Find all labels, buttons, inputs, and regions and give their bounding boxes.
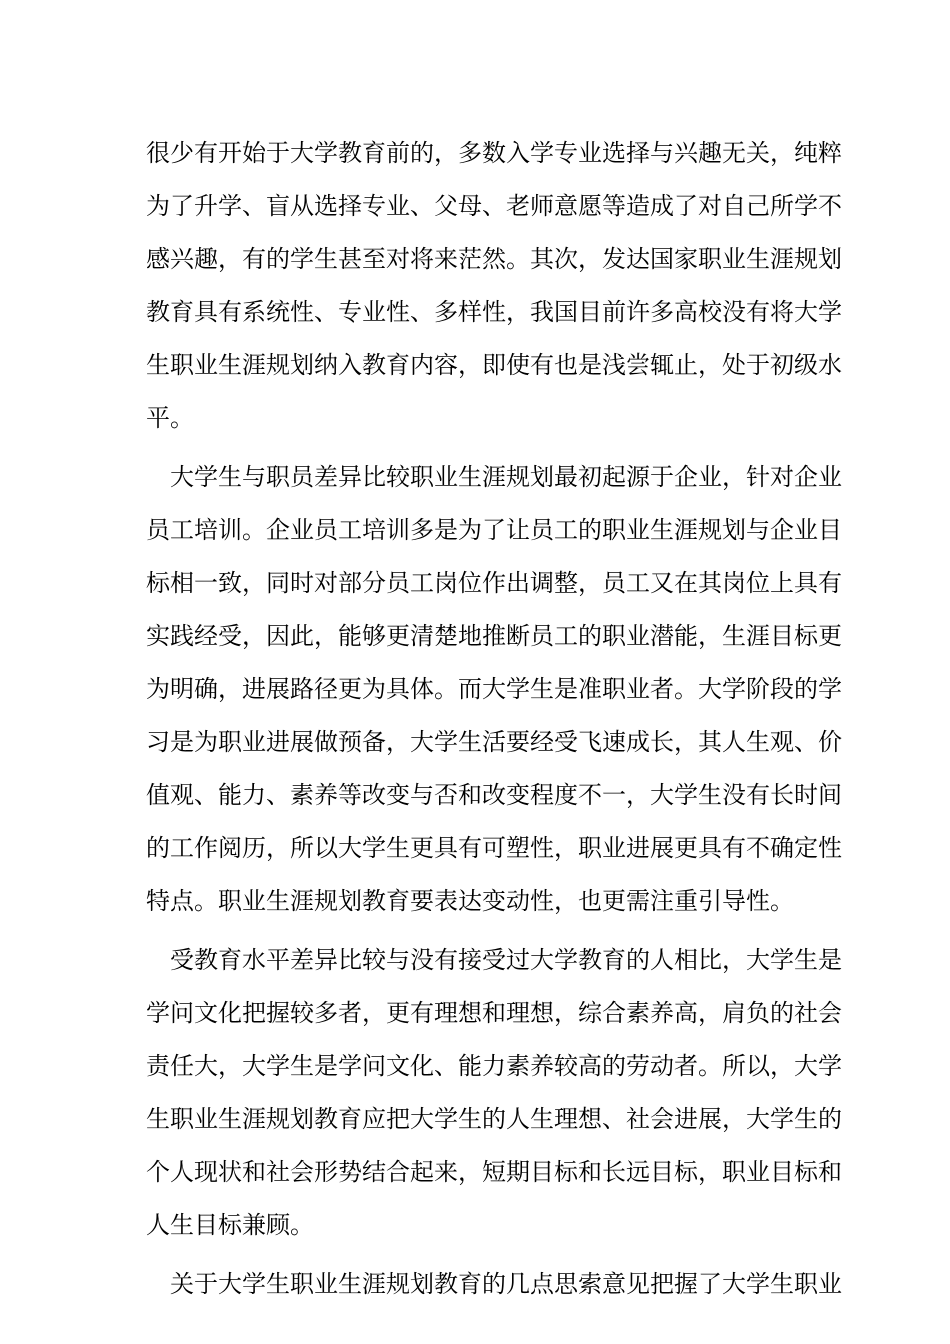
text-line: 为了升学、盲从选择专业、父母、老师意愿等造成了对自己所学不 (146, 192, 842, 220)
paragraph (146, 1258, 842, 1311)
paragraph (146, 934, 842, 1252)
paragraph (146, 127, 842, 445)
text-line: 的工作阅历，所以大学生更具有可塑性，职业进展更具有不确定性 (146, 834, 842, 862)
text-line: 特点。职业生涯规划教育要表达变动性，也更需注重引导性。 (146, 887, 794, 915)
text-line: 学问文化把握较多者，更有理想和理想，综合素养高，肩负的社会 (146, 999, 842, 1027)
text-line: 员工培训。企业员工培训多是为了让员工的职业生涯规划与企业目 (146, 516, 842, 544)
text-line: 生职业生涯规划教育应把大学生的人生理想、社会进展，大学生的 (146, 1105, 842, 1133)
paragraph (146, 451, 842, 928)
text-line: 平。 (146, 404, 194, 432)
text-line: 个人现状和社会形势结合起来，短期目标和长远目标，职业目标和 (146, 1158, 842, 1186)
text-line: 教育具有系统性、专业性、多样性，我国目前许多高校没有将大学 (146, 298, 842, 326)
text-line: 大学生与职员差异比较职业生涯规划最初起源于企业，针对企业 (170, 463, 842, 491)
text-line: 标相一致，同时对部分员工岗位作出调整，员工又在其岗位上具有 (146, 569, 842, 597)
text-line: 很少有开始于大学教育前的，多数入学专业选择与兴趣无关，纯粹 (146, 139, 842, 167)
text-line: 关于大学生职业生涯规划教育的几点思索意见把握了大学生职业 (170, 1270, 842, 1298)
text-line: 人生目标兼顾。 (146, 1211, 314, 1239)
text-line: 值观、能力、素养等改变与否和改变程度不一，大学生没有长时间 (146, 781, 842, 809)
text-line: 实践经受，因此，能够更清楚地推断员工的职业潜能，生涯目标更 (146, 622, 842, 650)
text-line: 生职业生涯规划纳入教育内容，即使有也是浅尝辄止，处于初级水 (146, 351, 842, 379)
text-line: 为明确，进展路径更为具体。而大学生是准职业者。大学阶段的学 (146, 675, 842, 703)
text-line: 感兴趣，有的学生甚至对将来茫然。其次，发达国家职业生涯规划 (146, 245, 842, 273)
text-line: 习是为职业进展做预备，大学生活要经受飞速成长，其人生观、价 (146, 728, 842, 756)
body-text (146, 127, 842, 1311)
text-line: 受教育水平差异比较与没有接受过大学教育的人相比，大学生是 (170, 946, 842, 974)
text-line: 责任大，大学生是学问文化、能力素养较高的劳动者。所以，大学 (146, 1052, 842, 1080)
